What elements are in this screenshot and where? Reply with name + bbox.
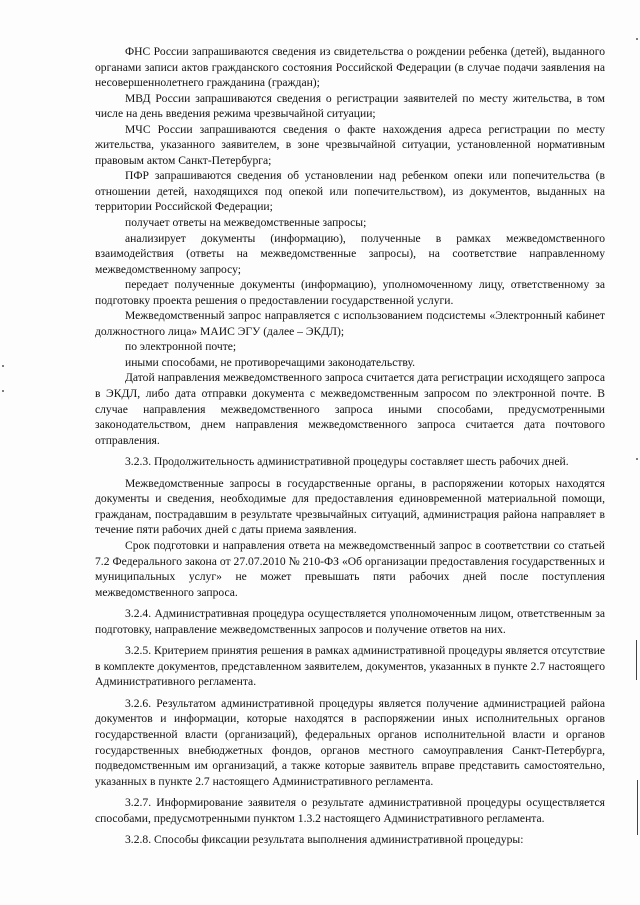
- scan-dot: [636, 38, 638, 40]
- paragraph-mchs: МЧС России запрашиваются сведения о факте нахождения адреса регистрации по месту жительства, указанного заявителем, в зоне чрезвычайной ситуации, установленной нормативным правовым актом Санкт-Петербурга;: [95, 122, 605, 167]
- paragraph-response-deadline: Срок подготовки и направления ответа на межведомственный запрос в соответствии со статьей 7.2 Федерального закона от 27.07.2010 № 210-ФЗ «Об организации предоставления государственных и муниципальных услуг» не может превышать пяти рабочих дней после поступления межведомственного запроса.: [95, 538, 605, 599]
- paragraph-fns: ФНС России запрашиваются сведения из свидетельства о рождении ребенка (детей), выданного органами записи актов гражданского состояния Российской Федерации (в случае подачи заявления на несовершеннолетнего гражданина (граждан);: [95, 45, 605, 90]
- paragraph-requests-to-agencies: Межведомственные запросы в государственные органы, в распоряжении которых находятся документы и сведения, необходимые для предоставления единовременной материальной помощи, гражданам, пострадавшим в результате чрезвычайных ситуаций, администрация района направляет в течение пяти рабочих дней с даты приема заявления.: [95, 476, 605, 537]
- paragraph-analyzes: анализирует документы (информацию), полученные в рамках межведомственного взаимодействия (ответы на межведомственные запросы), на соответствие направленному межведомственному запросу;: [95, 231, 605, 276]
- scan-edge-mark: [637, 780, 638, 835]
- paragraph-email: по электронной почте;: [125, 340, 237, 354]
- paragraph-other-ways: иными способами, не противоречащими законодательству.: [125, 355, 416, 369]
- paragraph-mvd: МВД России запрашиваются сведения о регистрации заявителей по месту жительства, в том числе на день введения режима чрезвычайной ситуации;: [95, 91, 605, 121]
- paragraph-pfr: ПФР запрашиваются сведения об установлении над ребенком опеки или попечительства (в отношении детей, находящихся под опекой или попечительством), из документов, выданных на территории Российской Федерации;: [95, 169, 605, 214]
- paragraph-3-2-5: 3.2.5. Критерием принятия решения в рамках административной процедуры является отсутствие в комплекте документов, представленном заявителем, документов, указанных в пункте 2.7 настоящего Административного регламента.: [95, 644, 605, 689]
- paragraph-3-2-8: 3.2.8. Способы фиксации результата выполнения административной процедуры:: [125, 833, 524, 847]
- scan-dot: [2, 365, 4, 367]
- document-body: [95, 44, 605, 848]
- paragraph-transfers: передает полученные документы (информацию), уполномоченному лицу, ответственному за подготовку проекта решения о предоставлении государственной услуги.: [95, 278, 605, 307]
- scan-edge-mark: [636, 640, 637, 680]
- paragraph-receives-answers: получает ответы на межведомственные запросы;: [125, 216, 367, 230]
- paragraph-3-2-7: 3.2.7. Информирование заявителя о результате административной процедуры осуществляется способами, предусмотренными пунктом 1.3.2 настоящего Административного регламента.: [95, 796, 605, 825]
- paragraph-request-channel: Межведомственный запрос направляется с использованием подсистемы «Электронный кабинет должностного лица» МАИС ЭГУ (далее – ЭКДЛ);: [95, 309, 605, 338]
- scan-dot: [2, 390, 4, 392]
- paragraph-3-2-4: 3.2.4. Административная процедура осуществляется уполномоченным лицом, ответственным за подготовку, направление межведомственных запросов и получение ответов на них.: [95, 607, 605, 636]
- paragraph-3-2-6: 3.2.6. Результатом административной процедуры является получение администрацией района документов и информации, которые находятся в распоряжении иных исполнительных органов государственной власти (организаций), федеральных органов исполнительной власти и органов государственных внебюджетных фондов, органов местного самоуправления Санкт-Петербурга, подведомственным им организаций, а также которые заявитель вправе представить самостоятельно, указанных в пункте 2.7 настоящего Административного регламента.: [95, 696, 605, 788]
- paragraph-3-2-3: 3.2.3. Продолжительность административной процедуры составляет шесть рабочих дней.: [125, 455, 569, 469]
- scan-dot: [636, 458, 638, 460]
- paragraph-request-date: Датой направления межведомственного запроса считается дата регистрации исходящего запроса в ЭКДЛ, либо дата отправки документа с межведомственным запросом по электронной почте. В случае направления межведомственного запроса иными способами, предусмотренными законодательством, днем направления межведомственного запроса считается дата почтового отправления.: [95, 371, 605, 447]
